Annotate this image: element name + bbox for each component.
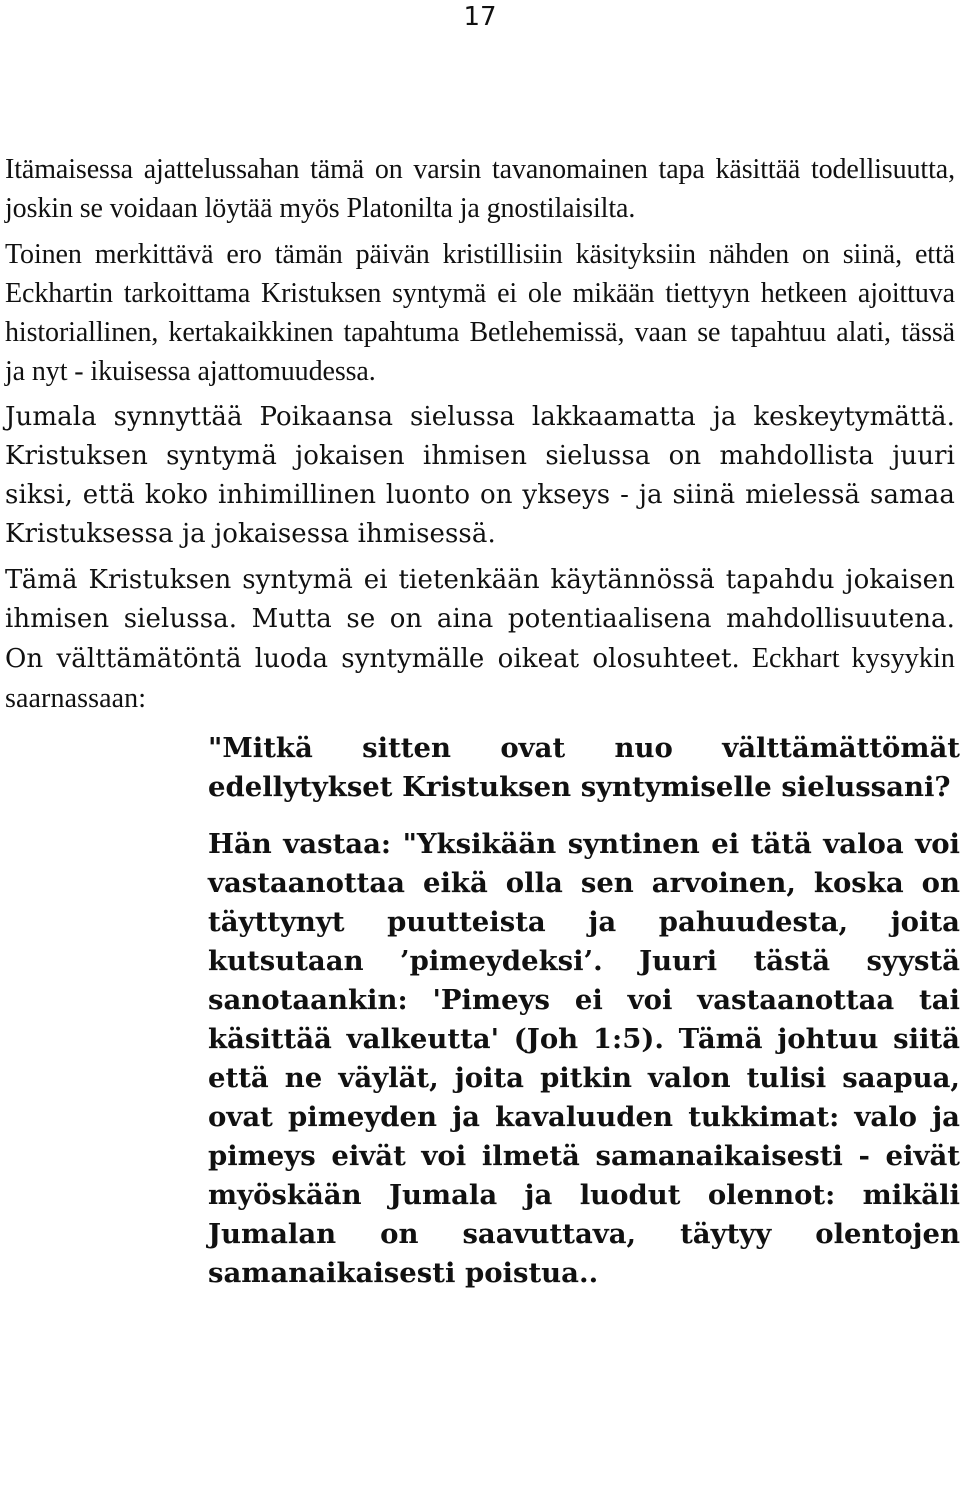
paragraph-2: Toinen merkittävä ero tämän päivän kristillisiin käsityksiin nähden on siinä, että Eckhartin tarkoittama Kristuksen syntymä ei ole mikään tiettyyn hetkeen ajoittuva historiallinen, kertakaikkinen tapahtuma Betlehemissä, vaan se tapahtuu alati, tässä ja nyt - ikuisessa ajattomuudessa. (5, 239, 955, 387)
quote-answer: Hän vastaa: "Yksikään syntinen ei tätä valoa voi vastaanottaa eikä olla sen arvoinen, koska on täyttynyt puutteista ja pahuudesta, joita kutsutaan ’pimeydeksi’. Juuri tästä syystä sanotaankin: 'Pimeys ei voi vastaanottaa tai käsittää valkeutta' (Joh 1:5). Tämä johtuu siitä että ne väylät, joita pitkin valon tulisi saapua, ovat pimeyden ja kavaluuden tukkimat: valo ja pimeys eivät voi ilmetä samanaikaisesti - eivät myöskään Jumala ja luodut olennot: mikäli Jumalan on saavuttava, täytyy olentojen samanaikaisesti poistua.. (208, 828, 960, 1289)
page-body (5, 150, 960, 1311)
paragraph-4-main: Tämä Kristuksen syntymä ei tietenkään käytännössä tapahdu jokaisen ihmisen sielussa. Mutta se on aina potentiaalisena mahdollisuutena. On välttämätöntä luoda syntymälle oikeat olosuhteet. (5, 565, 955, 674)
page-number: 17 (463, 2, 497, 32)
paragraph-3: Jumala synnyttää Poikaansa sielussa lakkaamatta ja keskeytymättä. Kristuksen syntymä jokaisen ihmisen sielussa on mahdollista juuri siksi, että koko inhimillinen luonto on ykseys - ja siinä mielessä samaa Kristuksessa ja jokaisessa ihmisessä. (5, 402, 955, 549)
paragraph-4 (5, 561, 955, 719)
quote-question: "Mitkä sitten ovat nuo välttämättömät edellytykset Kristuksen syntymiselle sielussani? (208, 732, 960, 803)
paragraph-1: Itämaisessa ajattelussahan tämä on varsin tavanomainen tapa käsittää todellisuutta, joskin se voidaan löytää myös Platonilta ja gnostilaisilta. (5, 154, 955, 224)
paragraph-4-lead-in: Eckhart kysyykin saarnassaan: (5, 643, 955, 714)
block-quote (208, 729, 960, 1293)
